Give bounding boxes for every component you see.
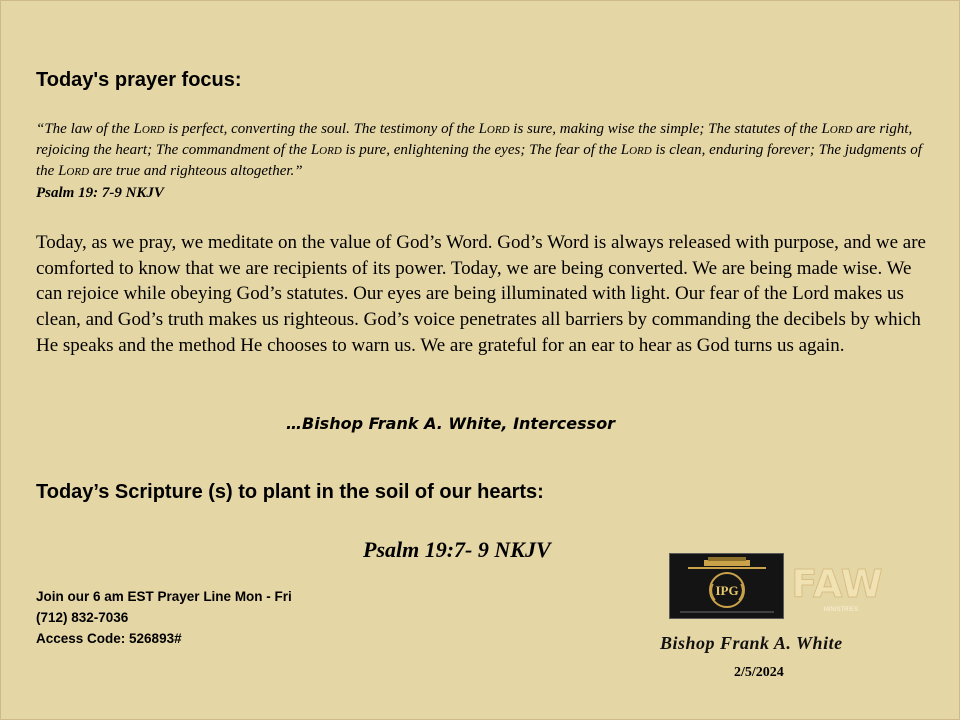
prayer-line-schedule: Join our 6 am EST Prayer Line Mon - Fri (36, 589, 292, 604)
quote-segment: is pure, enlightening the eyes; The fear of the (341, 142, 621, 158)
intercessor-signature: …Bishop Frank A. White, Intercessor (286, 414, 616, 433)
quote-lord: Lord (58, 163, 90, 179)
devotional-text (36, 230, 926, 359)
faw-logo-text: FAW (791, 562, 883, 606)
bishop-signature: Bishop Frank A. White (660, 633, 843, 653)
quote-reference: Psalm 19: 7-9 NKJV (36, 185, 164, 201)
date: 2/5/2024 (734, 665, 784, 680)
devotional-paragraph: Today, as we pray, we meditate on the value of God’s Word. God’s Word is always released with purpose, and we are comforted to know that we are recipients of its power. Today, we are being converted. We are being made wise. We can rejoice while obeying God’s statutes. Our eyes are being illuminated with light. Our fear of the Lord makes us clean, and God’s truth makes us righteous. God’s voice penetrates all barriers by commanding the decibels by which He speaks and the method He chooses to warn us. We are grateful for an ear to hear as God turns us again. (36, 232, 926, 356)
scripture-heading: Today’s Scripture (s) to plant in the soil of our hearts: (36, 481, 544, 503)
quote-segment: is sure, making wise the simple; The statutes of the (509, 121, 822, 137)
quote-segment: is clean, enduring forever; The judgments of the (36, 142, 922, 179)
quote-lord: Lord (620, 142, 652, 158)
prayer-focus-heading: Today's prayer focus: (36, 69, 242, 91)
quote-lord: Lord (310, 142, 342, 158)
scripture-reference: Psalm 19:7- 9 NKJV (363, 537, 551, 562)
quote-lord: Lord (478, 121, 510, 137)
prayer-line-access-code: Access Code: 526893# (36, 631, 182, 646)
quote-lord: Lord (133, 121, 165, 137)
ipg-logo (669, 553, 784, 619)
quote-segment: are true and righteous altogether.” (89, 163, 303, 179)
faw-logo (791, 541, 883, 619)
prayer-line-phone: (712) 832-7036 (36, 610, 129, 625)
quote-segment: is perfect, converting the soul. The testimony of the (164, 121, 479, 137)
prayer-line-info (36, 586, 292, 649)
quote-lord: Lord (821, 121, 853, 137)
logos (669, 541, 883, 619)
quote-segment: are right, rejoicing the heart; The commandment of the (36, 121, 913, 158)
scripture-quote (36, 119, 926, 182)
faw-logo-subtext: MINISTRIES (823, 607, 859, 613)
ipg-logo-text: IPG (715, 583, 739, 598)
quote-segment: “The law of the (36, 121, 134, 137)
